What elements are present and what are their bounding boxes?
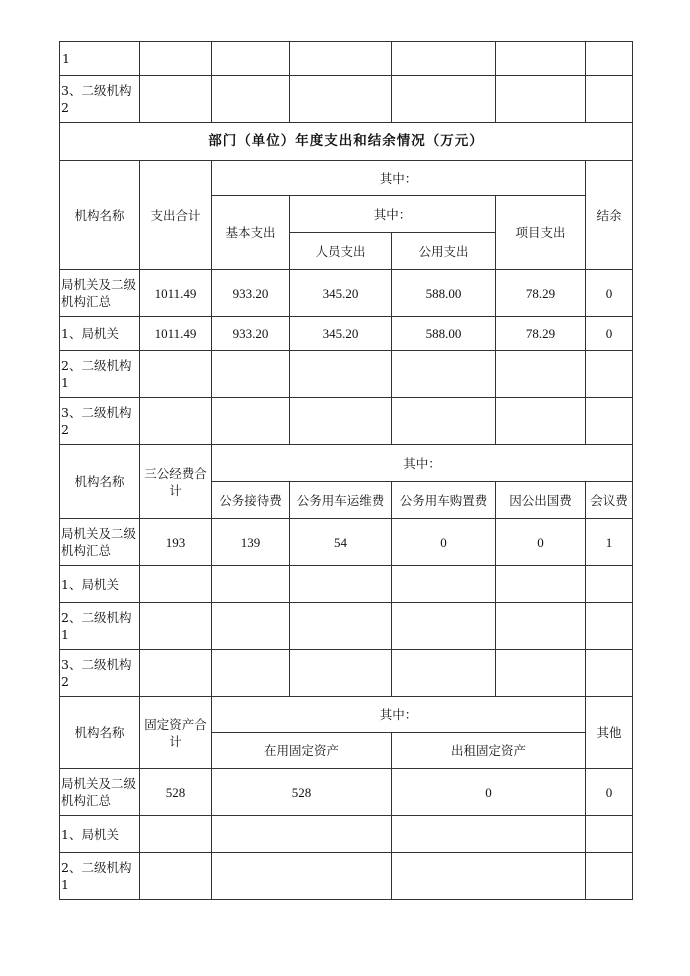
abroad-cell: 0	[496, 519, 586, 566]
expenditure-table-title: 部门（单位）年度支出和结余情况（万元）	[60, 123, 633, 161]
public-cell: 588.00	[392, 317, 496, 351]
org-name-cell: 2、二级机构1	[60, 351, 140, 398]
table-row	[60, 853, 633, 900]
header-abroad: 因公出国费	[496, 482, 586, 519]
org-name-cell: 3、二级机构2	[60, 398, 140, 445]
header-total: 支出合计	[140, 161, 212, 270]
table-row	[60, 816, 633, 853]
table-row	[60, 317, 633, 351]
header-org-name: 机构名称	[60, 445, 140, 519]
table-row	[60, 398, 633, 445]
header-fixed-assets-total: 固定资产合计	[140, 697, 212, 769]
table-row	[60, 769, 633, 816]
header-basic: 基本支出	[212, 196, 290, 270]
header-of-which-inner: 其中：	[290, 196, 496, 233]
surplus-cell: 0	[586, 317, 633, 351]
header-of-which: 其中：	[212, 161, 586, 196]
header-surplus: 结余	[586, 161, 633, 270]
table-row	[60, 76, 633, 123]
header-org-name: 机构名称	[60, 161, 140, 270]
leased-cell: 0	[392, 769, 586, 816]
total-cell: 193	[140, 519, 212, 566]
public-cell: 588.00	[392, 270, 496, 317]
header-personnel: 人员支出	[290, 233, 392, 270]
table-row	[60, 650, 633, 697]
header-other: 其他	[586, 697, 633, 769]
header-three-public-total: 三公经费合计	[140, 445, 212, 519]
project-cell: 78.29	[496, 317, 586, 351]
header-row	[60, 161, 633, 196]
meeting-cell: 1	[586, 519, 633, 566]
total-cell: 1011.49	[140, 317, 212, 351]
other-cell: 0	[586, 769, 633, 816]
total-cell: 1011.49	[140, 270, 212, 317]
personnel-cell: 345.20	[290, 317, 392, 351]
table-row	[60, 519, 633, 566]
org-name-cell: 局机关及二级机构汇总	[60, 270, 140, 317]
header-row	[60, 697, 633, 733]
total-cell: 528	[140, 769, 212, 816]
table-row	[60, 566, 633, 603]
org-name-cell: 1	[60, 42, 140, 76]
org-name-cell: 1、局机关	[60, 317, 140, 351]
table-row	[60, 603, 633, 650]
surplus-cell: 0	[586, 270, 633, 317]
header-vehicle-buy: 公务用车购置费	[392, 482, 496, 519]
report-table	[59, 41, 633, 900]
personnel-cell: 345.20	[290, 270, 392, 317]
basic-cell: 933.20	[212, 317, 290, 351]
header-of-which: 其中：	[212, 445, 633, 482]
header-reception: 公务接待费	[212, 482, 290, 519]
org-name-cell: 1、局机关	[60, 816, 140, 853]
org-name-cell: 2、二级机构1	[60, 853, 140, 900]
header-public: 公用支出	[392, 233, 496, 270]
header-leased: 出租固定资产	[392, 733, 586, 769]
header-of-which: 其中：	[212, 697, 586, 733]
header-vehicle-op: 公务用车运维费	[290, 482, 392, 519]
section-title-row	[60, 123, 633, 161]
reception-cell: 139	[212, 519, 290, 566]
header-in-use: 在用固定资产	[212, 733, 392, 769]
in-use-cell: 528	[212, 769, 392, 816]
org-name-cell: 3、二级机构2	[60, 650, 140, 697]
project-cell: 78.29	[496, 270, 586, 317]
header-org-name: 机构名称	[60, 697, 140, 769]
table-row	[60, 351, 633, 398]
header-project: 项目支出	[496, 196, 586, 270]
org-name-cell: 局机关及二级机构汇总	[60, 519, 140, 566]
basic-cell: 933.20	[212, 270, 290, 317]
org-name-cell: 2、二级机构1	[60, 603, 140, 650]
org-name-cell: 局机关及二级机构汇总	[60, 769, 140, 816]
vehicle-op-cell: 54	[290, 519, 392, 566]
table-row	[60, 42, 633, 76]
org-name-cell: 1、局机关	[60, 566, 140, 603]
vehicle-buy-cell: 0	[392, 519, 496, 566]
header-row	[60, 445, 633, 482]
table-row	[60, 270, 633, 317]
header-meeting: 会议费	[586, 482, 633, 519]
org-name-cell: 3、二级机构2	[60, 76, 140, 123]
